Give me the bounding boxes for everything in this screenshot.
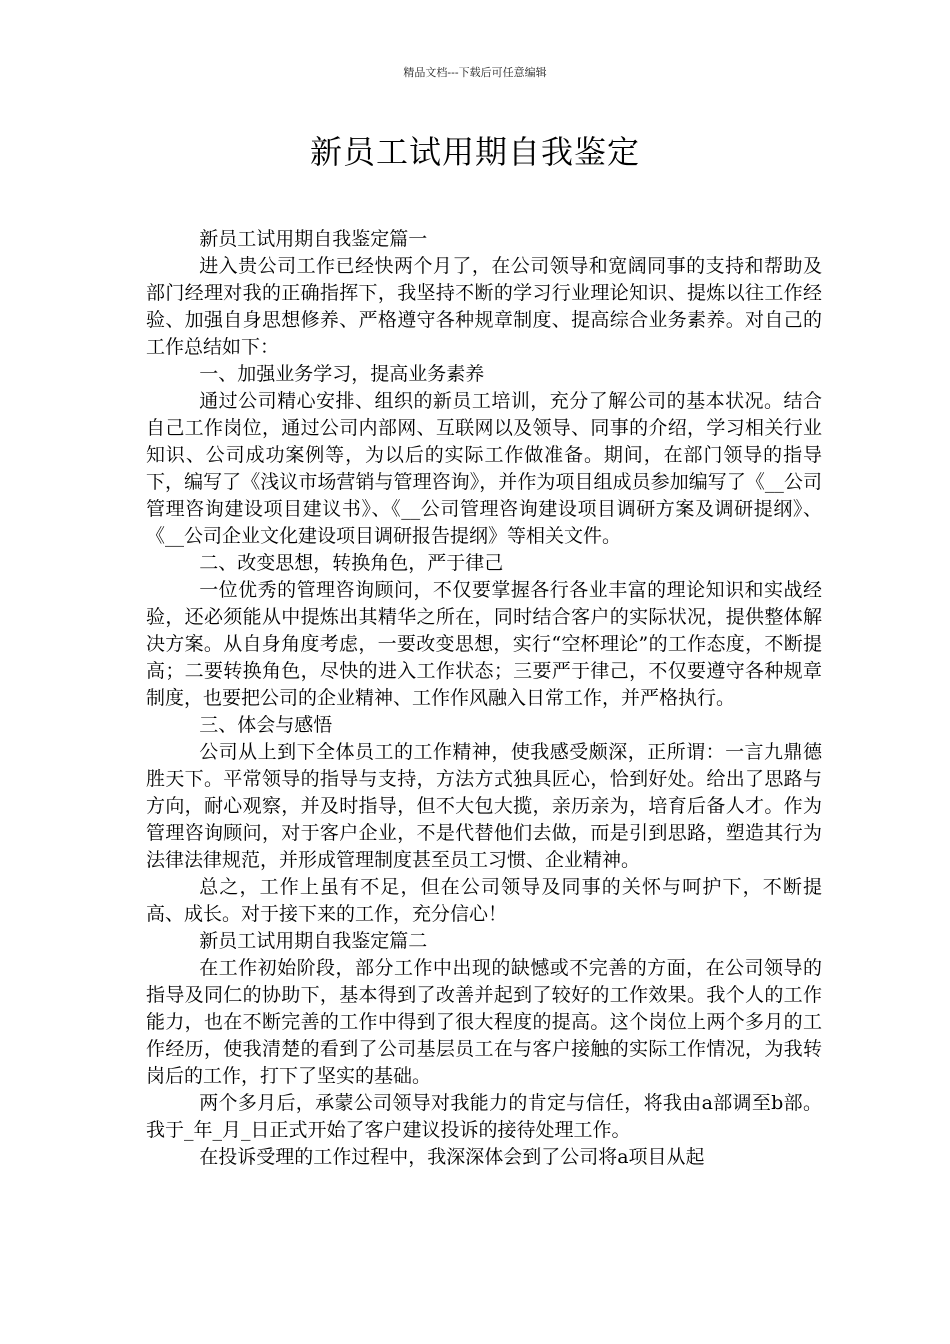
paragraph-experience: 公司从上到下全体员工的工作精神，使我感受颇深，正所谓：一言九鼎德胜天下。平常领导的指导与支持，方法方式独具匠心，恰到好处。给出了思路与方向，耐心观察，并及时指导，但不大包大揽，亲历亲为，培育后备人才。作为管理咨询顾问，对于客户企业，不是代替他们去做，而是引到思路，塑造其行为法律法律规范，并形成管理制度甚至员工习惯、企业精神。 <box>146 741 822 871</box>
document-title: 新员工试用期自我鉴定 <box>309 133 640 171</box>
section-heading-part-two: 新员工试用期自我鉴定篇二 <box>199 930 428 952</box>
paragraph-complaint-handling: 在投诉受理的工作过程中，我深深体会到了公司将a项目从起 <box>199 1146 705 1168</box>
page-header: 精品文档---下载后可任意编辑 <box>403 66 547 79</box>
paragraph-transfer: 两个多月后，承蒙公司领导对我能力的肯定与信任，将我由a部调至b部。我于_年_月_日正式开始了客户建议投诉的接待处理工作。 <box>146 1092 822 1141</box>
subheading-2: 二、改变思想，转换角色，严于律己 <box>199 552 504 574</box>
paragraph-conclusion: 总之，工作上虽有不足，但在公司领导及同事的关怀与呵护下，不断提高、成长。对于接下来的工作，充分信心！ <box>146 876 822 925</box>
section-heading-part-one: 新员工试用期自我鉴定篇一 <box>199 228 428 250</box>
paragraph-initial-stage: 在工作初始阶段，部分工作中出现的缺憾或不完善的方面，在公司领导的指导及同仁的协助下，基本得到了改善并起到了较好的工作效果。我个人的工作能力，也在不断完善的工作中得到了很大程度的提高。这个岗位上两个多月的工作经历，使我清楚的看到了公司基层员工在与客户接触的实际工作情况，为我转岗后的工作，打下了坚实的基础。 <box>146 957 822 1087</box>
paragraph-business-study: 通过公司精心安排、组织的新员工培训，充分了解公司的基本状况。结合自己工作岗位，通过公司内部网、互联网以及领导、同事的介绍，学习相关行业知识、公司成功案例等，为以后的实际工作做准备。期间，在部门领导的指导下，编写了《浅议市场营销与管理咨询》，并作为项目组成员参加编写了《__公司管理咨询建设项目建议书》、《__公司管理咨询建设项目调研方案及调研提纲》、《__公司企业文化建设项目调研报告提纲》等相关文件。 <box>146 390 822 547</box>
subheading-3: 三、体会与感悟 <box>199 714 333 736</box>
paragraph-intro: 进入贵公司工作已经快两个月了，在公司领导和宽阔同事的支持和帮助及部门经理对我的正确指挥下，我坚持不断的学习行业理论知识、提炼以往工作经验、加强自身思想修养、严格遵守各种规章制度、提高综合业务素养。对自己的工作总结如下： <box>146 255 822 358</box>
document-body <box>146 226 822 1171</box>
subheading-1: 一、加强业务学习，提高业务素养 <box>199 363 485 385</box>
paragraph-change-mindset: 一位优秀的管理咨询顾问，不仅要掌握各行各业丰富的理论知识和实战经验，还必须能从中提炼出其精华之所在，同时结合客户的实际状况，提供整体解决方案。从自身角度考虑，一要改变思想，实行“空杯理论”的工作态度，不断提高；二要转换角色，尽快的进入工作状态；三要严于律己，不仅要遵守各种规章制度，也要把公司的企业精神、工作作风融入日常工作，并严格执行。 <box>146 579 822 709</box>
